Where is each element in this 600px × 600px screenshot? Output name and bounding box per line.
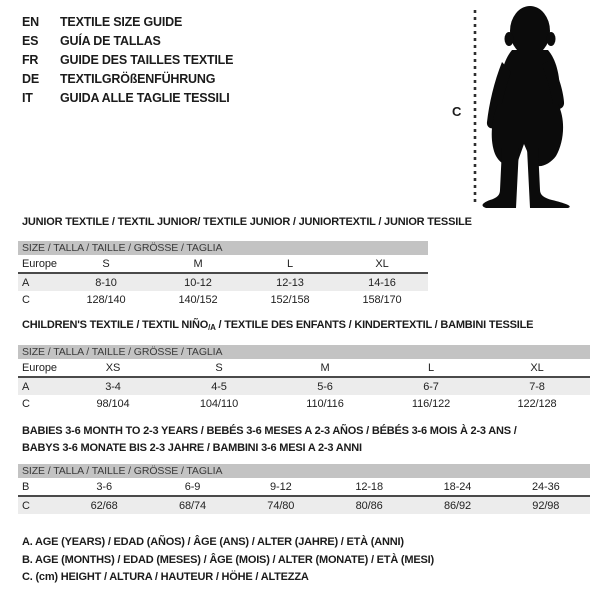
- table-row: [18, 395, 590, 412]
- babies-section-title: [22, 423, 517, 457]
- table-cell: 12-18: [325, 478, 413, 496]
- table-cell: XL: [484, 359, 590, 377]
- table-cell: 14-16: [368, 276, 396, 289]
- table-row: [18, 291, 428, 308]
- table-cell: 62/68: [90, 499, 118, 512]
- children-title-subscript: /A: [208, 323, 216, 332]
- language-row-it: [22, 89, 233, 108]
- junior-section-title: JUNIOR TEXTILE / TEXTIL JUNIOR/ TEXTILE JUNIOR / JUNIORTEXTIL / JUNIOR TESSILE: [22, 216, 472, 228]
- table-cell: 116/122: [411, 397, 451, 410]
- children-section-title: [22, 317, 533, 336]
- guide-title-fr: GUIDE DES TAILLES TEXTILE: [60, 53, 234, 67]
- baby-silhouette-icon: [450, 4, 596, 210]
- legend-notes: [22, 534, 434, 587]
- table-cell: A: [22, 380, 30, 393]
- table-cell: 74/80: [267, 499, 295, 512]
- table-cell: 3-6: [60, 478, 148, 496]
- height-measure-label: C: [452, 104, 462, 119]
- table-cell: 6-7: [423, 380, 439, 393]
- table-cell: 98/104: [96, 397, 130, 410]
- table-cell: 80/86: [355, 499, 383, 512]
- table-cell: C: [22, 293, 30, 306]
- table-cell: 110/116: [306, 397, 344, 410]
- junior-size-table: [18, 241, 428, 308]
- language-row-fr: [22, 51, 233, 70]
- table-cell: XS: [60, 359, 166, 377]
- table-cell: XL: [336, 255, 428, 273]
- language-code: EN: [22, 15, 39, 29]
- table-cell: 12-13: [276, 276, 304, 289]
- table-cell: 10-12: [184, 276, 212, 289]
- note-age-months: B. AGE (MONTHS) / EDAD (MESES) / ÂGE (MOIS) / ALTER (MONATE) / ETÀ (MESI): [22, 553, 434, 566]
- table-cell: 6-9: [148, 478, 236, 496]
- children-size-table: [18, 345, 590, 412]
- table-cell: C: [22, 499, 30, 512]
- language-code: FR: [22, 53, 39, 67]
- table-cell: 9-12: [237, 478, 325, 496]
- size-header-bar: SIZE / TALLA / TAILLE / GRÖSSE / TAGLIA: [18, 241, 428, 255]
- table-cell: L: [378, 359, 484, 377]
- table-cell: 152/158: [270, 293, 310, 306]
- baby-height-figure: [450, 4, 596, 210]
- table-cell: 104/110: [199, 397, 239, 410]
- table-cell: B: [18, 478, 60, 496]
- table-row: [18, 273, 428, 291]
- children-title-text: / TEXTILE DES ENFANTS / KINDERTEXTIL / BAMBINI TESSILE: [215, 319, 534, 331]
- table-cell: 140/152: [178, 293, 218, 306]
- table-cell: C: [22, 397, 30, 410]
- table-cell: S: [60, 255, 152, 273]
- table-row: [18, 478, 590, 496]
- table-cell: 68/74: [178, 499, 206, 512]
- language-code: IT: [22, 91, 33, 105]
- guide-title-en: TEXTILE SIZE GUIDE: [60, 15, 183, 29]
- table-row: [18, 359, 590, 377]
- table-cell: 128/140: [86, 293, 126, 306]
- table-cell: 92/98: [532, 499, 560, 512]
- table-cell: 18-24: [413, 478, 501, 496]
- table-cell: Europe: [18, 359, 60, 377]
- language-row-de: [22, 70, 233, 89]
- table-cell: 122/128: [517, 397, 557, 410]
- table-cell: A: [22, 276, 30, 289]
- language-row-en: [22, 13, 233, 32]
- size-header-bar: SIZE / TALLA / TAILLE / GRÖSSE / TAGLIA: [18, 345, 590, 359]
- children-title-text: CHILDREN'S TEXTILE / TEXTIL NIÑO: [22, 319, 209, 331]
- table-cell: M: [152, 255, 244, 273]
- babies-title-line2: BABYS 3-6 MONATE BIS 2-3 JAHRE / BAMBINI 3-6 MESI A 2-3 ANNI: [22, 442, 362, 454]
- table-cell: 3-4: [105, 380, 121, 393]
- language-row-es: [22, 32, 233, 51]
- language-title-list: [22, 13, 233, 108]
- table-cell: 24-36: [502, 478, 590, 496]
- table-cell: 86/92: [443, 499, 471, 512]
- guide-title-es: GUÍA DE TALLAS: [60, 34, 161, 48]
- table-row: [18, 496, 590, 514]
- table-cell: L: [244, 255, 336, 273]
- table-cell: 8-10: [95, 276, 117, 289]
- table-row: [18, 377, 590, 395]
- language-code: DE: [22, 72, 39, 86]
- guide-title-de: TEXTILGRÖßENFÜHRUNG: [60, 72, 216, 86]
- table-cell: 7-8: [529, 380, 545, 393]
- table-cell: S: [166, 359, 272, 377]
- table-cell: 158/170: [362, 293, 402, 306]
- table-row: [18, 255, 428, 273]
- note-age-years: A. AGE (YEARS) / EDAD (AÑOS) / ÂGE (ANS) / ALTER (JAHRE) / ETÀ (ANNI): [22, 536, 404, 548]
- table-cell: M: [272, 359, 378, 377]
- table-cell: 4-5: [211, 380, 227, 393]
- note-height-cm: C. (cm) HEIGHT / ALTURA / HAUTEUR / HÖHE / ALTEZZA: [22, 571, 309, 583]
- guide-title-it: GUIDA ALLE TAGLIE TESSILI: [60, 91, 230, 105]
- babies-title-line1: BABIES 3-6 MONTH TO 2-3 YEARS / BEBÉS 3-6 MESES A 2-3 AÑOS / BÉBÉS 3-6 MOIS À 2-3 ANS /: [22, 425, 517, 437]
- babies-size-table: [18, 464, 590, 514]
- table-cell: 5-6: [317, 380, 333, 393]
- language-code: ES: [22, 34, 39, 48]
- size-header-bar: SIZE / TALLA / TAILLE / GRÖSSE / TAGLIA: [18, 464, 590, 478]
- table-cell: Europe: [18, 255, 60, 273]
